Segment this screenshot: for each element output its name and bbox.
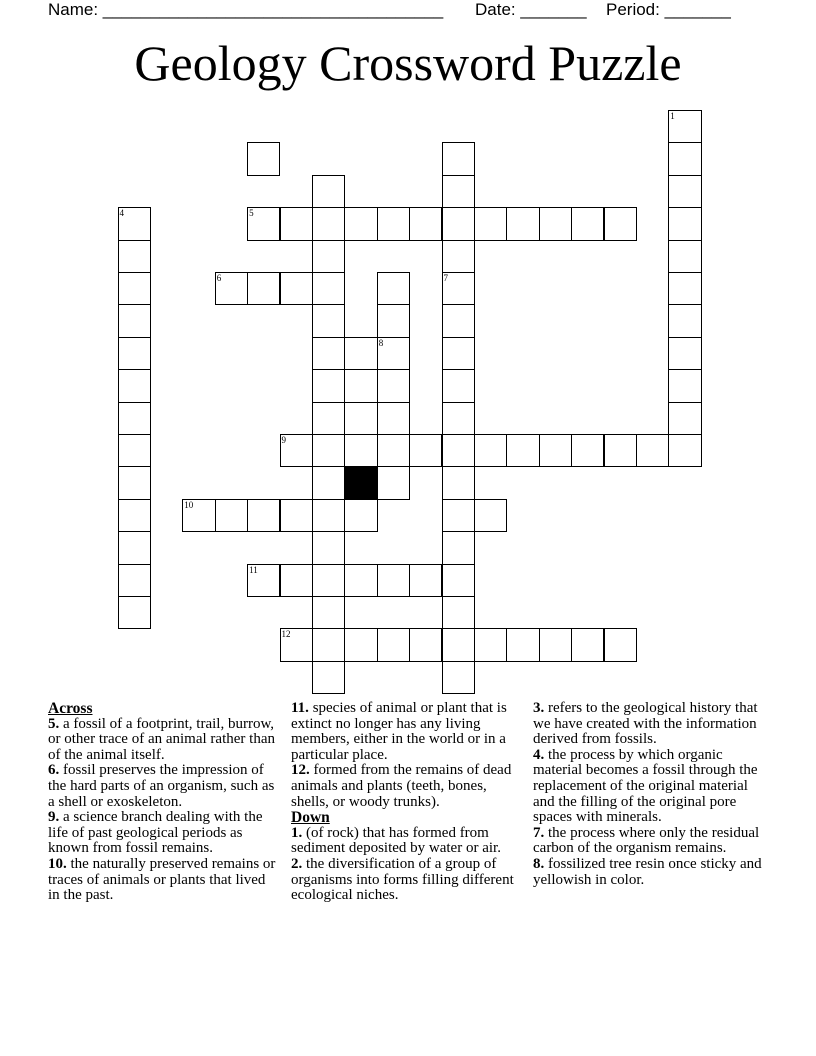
crossword-cell[interactable] <box>636 434 669 467</box>
crossword-cell[interactable] <box>344 337 377 370</box>
crossword-cell[interactable] <box>377 337 410 370</box>
crossword-cell[interactable] <box>312 304 345 337</box>
crossword-cell[interactable] <box>377 564 410 597</box>
name-field-label: Name: ____________________________________ <box>48 0 444 19</box>
across-clue: 12. formed from the remains of dead animals and plants (teeth, bones, shells, or woody trunks). <box>291 762 512 810</box>
crossword-cell[interactable] <box>474 628 507 661</box>
clue-number: 7 <box>443 273 448 283</box>
crossword-cell[interactable] <box>247 272 280 305</box>
crossword-cell[interactable] <box>442 207 475 240</box>
crossword-cell[interactable] <box>280 207 313 240</box>
crossword-cell[interactable] <box>442 661 475 694</box>
down-clue: 8. fossilized tree resin once sticky and yellowish in color. <box>533 855 762 888</box>
date-field-label: Date: _______ <box>475 0 587 19</box>
crossword-cell[interactable] <box>377 272 410 305</box>
clue-number: 9 <box>281 435 286 445</box>
crossword-cell[interactable] <box>312 207 345 240</box>
crossword-cell[interactable] <box>312 499 345 532</box>
crossword-cell[interactable] <box>118 304 151 337</box>
crossword-cell[interactable] <box>118 499 151 532</box>
down-clue: 7. the process where only the residual carbon of the organism remains. <box>533 824 760 857</box>
crossword-cell[interactable] <box>668 434 701 467</box>
crossword-cell[interactable] <box>118 240 151 273</box>
crossword-cell[interactable] <box>668 402 701 435</box>
crossword-cell[interactable] <box>442 531 475 564</box>
crossword-cell[interactable] <box>247 499 280 532</box>
crossword-cell[interactable] <box>377 207 410 240</box>
crossword-cell[interactable] <box>442 369 475 402</box>
crossword-cell[interactable] <box>118 272 151 305</box>
crossword-cell[interactable] <box>409 628 442 661</box>
crossword-cell[interactable] <box>312 564 345 597</box>
crossword-cell[interactable] <box>668 337 701 370</box>
crossword-cell[interactable] <box>668 272 701 305</box>
crossword-cell[interactable] <box>118 531 151 564</box>
crossword-cell[interactable] <box>442 466 475 499</box>
crossword-cell[interactable] <box>247 142 280 175</box>
crossword-cell[interactable] <box>442 142 475 175</box>
crossword-cell[interactable] <box>377 466 410 499</box>
crossword-cell[interactable] <box>312 661 345 694</box>
clue-column-2 <box>291 701 527 904</box>
crossword-cell[interactable] <box>280 434 313 467</box>
crossword-cell[interactable] <box>118 596 151 629</box>
crossword-cell[interactable] <box>118 369 151 402</box>
crossword-cell[interactable] <box>215 499 248 532</box>
crossword-cell[interactable] <box>604 628 637 661</box>
crossword-cell[interactable] <box>668 110 701 143</box>
crossword-cell[interactable] <box>312 175 345 208</box>
crossword-cell[interactable] <box>344 369 377 402</box>
crossword-cell[interactable] <box>215 272 248 305</box>
crossword-cell[interactable] <box>377 369 410 402</box>
crossword-cell[interactable] <box>539 628 572 661</box>
crossword-cell[interactable] <box>409 564 442 597</box>
crossword-cell[interactable] <box>118 207 151 240</box>
period-field-label: Period: _______ <box>606 0 731 19</box>
crossword-cell[interactable] <box>247 564 280 597</box>
crossword-cell[interactable] <box>312 337 345 370</box>
crossword-cell[interactable] <box>442 596 475 629</box>
clue-number: 12 <box>281 629 291 640</box>
across-clue: 9. a science branch dealing with the life of past geological periods as known from fossil remains. <box>48 809 263 857</box>
crossword-cell[interactable] <box>506 207 539 240</box>
down-clue: 1. (of rock) that has formed from sediment deposited by water or air. <box>291 824 501 857</box>
crossword-cell[interactable] <box>474 207 507 240</box>
crossword-cell[interactable] <box>312 596 345 629</box>
crossword-cell[interactable] <box>571 628 604 661</box>
crossword-cell[interactable] <box>442 402 475 435</box>
crossword-cell[interactable] <box>118 402 151 435</box>
crossword-cell[interactable] <box>668 369 701 402</box>
crossword-cell[interactable] <box>571 434 604 467</box>
crossword-cell[interactable] <box>312 240 345 273</box>
crossword-cell[interactable] <box>312 531 345 564</box>
crossword-cell[interactable] <box>442 434 475 467</box>
crossword-cell[interactable] <box>539 434 572 467</box>
crossword-cell[interactable] <box>668 175 701 208</box>
clue-number: 10 <box>184 499 194 510</box>
down-clue: 2. the diversification of a group of organisms into forms filling different ecological niches. <box>291 855 514 904</box>
crossword-cell[interactable] <box>344 564 377 597</box>
down-clue: 3. refers to the geological history that we have created with the information derived from fossils. <box>533 700 758 748</box>
across-clue: 5. a fossil of a footprint, trail, burrow, or other trace of an animal rather than of the animal itself. <box>48 715 275 763</box>
clue-number: 4 <box>119 208 124 219</box>
crossword-cell[interactable] <box>442 564 475 597</box>
clue-number: 8 <box>378 337 384 348</box>
crossword-cell[interactable] <box>506 628 539 661</box>
crossword-cell[interactable] <box>604 207 637 240</box>
crossword-cell[interactable] <box>118 434 151 467</box>
crossword-cell[interactable] <box>668 207 701 240</box>
crossword-cell[interactable] <box>474 499 507 532</box>
crossword-cell[interactable] <box>442 175 475 208</box>
crossword-cell[interactable] <box>344 628 377 661</box>
crossword-cell[interactable] <box>668 240 701 273</box>
crossword-cell[interactable] <box>312 402 345 435</box>
clue-number: 5 <box>249 208 254 219</box>
crossword-cell[interactable] <box>377 304 410 337</box>
clue-number: 6 <box>216 273 222 283</box>
crossword-cell[interactable] <box>118 564 151 597</box>
page-title: Geology Crossword Puzzle <box>134 35 682 91</box>
clue-number: 11 <box>249 564 258 575</box>
crossword-cell[interactable] <box>280 628 313 661</box>
clue-column-3 <box>533 701 769 888</box>
across-clue: 10. the naturally preserved remains or traces of animals or plants that lived in the past. <box>48 855 276 904</box>
crossword-cell[interactable] <box>377 402 410 435</box>
crossword-cell[interactable] <box>182 499 215 532</box>
crossword-cell[interactable] <box>668 304 701 337</box>
crossword-cell[interactable] <box>377 628 410 661</box>
crossword-cell[interactable] <box>442 499 475 532</box>
crossword-cell[interactable] <box>442 628 475 661</box>
across-heading: Across <box>48 700 93 717</box>
crossword-cell[interactable] <box>409 207 442 240</box>
crossword-cell[interactable] <box>571 207 604 240</box>
crossword-cell[interactable] <box>474 434 507 467</box>
crossword-cell[interactable] <box>312 466 345 499</box>
crossword-cell[interactable] <box>280 499 313 532</box>
crossword-cell[interactable] <box>442 337 475 370</box>
across-clue: 6. fossil preserves the impression of the hard parts of an organism, such as a shell or exoskeleton. <box>48 762 275 810</box>
crossword-cell[interactable] <box>442 304 475 337</box>
crossword-cell[interactable] <box>344 402 377 435</box>
crossword-black-cell <box>344 466 377 499</box>
crossword-cell[interactable] <box>442 240 475 273</box>
across-clue: 11. species of animal or plant that is extinct no longer has any living members, either in the world or in a particular place. <box>291 700 507 763</box>
clue-column-1 <box>48 701 280 904</box>
crossword-cell[interactable] <box>604 434 637 467</box>
crossword-cell[interactable] <box>377 434 410 467</box>
crossword-cell[interactable] <box>312 628 345 661</box>
crossword-cell[interactable] <box>344 434 377 467</box>
crossword-cell[interactable] <box>668 142 701 175</box>
crossword-cell[interactable] <box>280 272 313 305</box>
crossword-cell[interactable] <box>442 272 475 305</box>
crossword-cell[interactable] <box>280 564 313 597</box>
crossword-cell[interactable] <box>344 499 377 532</box>
down-heading: Down <box>291 809 330 827</box>
crossword-cell[interactable] <box>247 207 280 240</box>
clue-number: 1 <box>670 111 675 121</box>
crossword-cell[interactable] <box>312 434 345 467</box>
crossword-cell[interactable] <box>409 434 442 467</box>
crossword-cell[interactable] <box>539 207 572 240</box>
crossword-cell[interactable] <box>118 337 151 370</box>
crossword-cell[interactable] <box>312 272 345 305</box>
crossword-cell[interactable] <box>118 466 151 499</box>
crossword-cell[interactable] <box>312 369 345 402</box>
down-clue: 4. the process by which organic material becomes a fossil through the replacement of the original material and the filling of the original pore spaces with minerals. <box>533 746 758 826</box>
crossword-cell[interactable] <box>506 434 539 467</box>
crossword-cell[interactable] <box>344 207 377 240</box>
